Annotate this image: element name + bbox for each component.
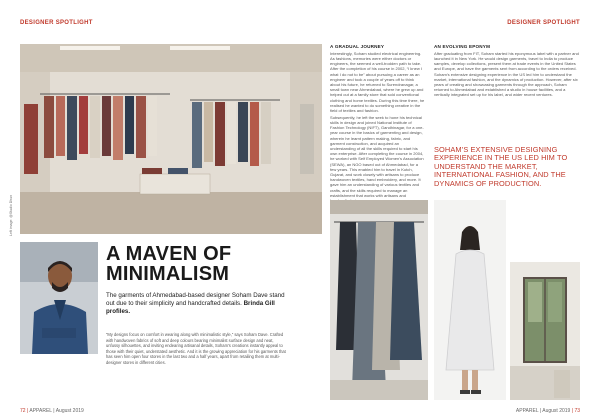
page-number: 73: [574, 408, 580, 414]
column-heading: A GRADUAL JOURNEY: [330, 44, 385, 49]
studio-window-photo: [510, 262, 580, 400]
column-heading: AN EVOLVING EPONYM: [434, 44, 491, 49]
publication-name: APPAREL: [515, 408, 539, 414]
folio-left: 72 | APPAREL | August 2019: [20, 408, 84, 414]
paragraph: Subsequently, he left the seek to hone his technical skills in design and joined National Institute of Fashion Technology (NIFT), Gandhinagar, for a one-year course in the basics of garmenting and design, wherein he learnt pattern making, fabric, and garment construction, and acquired an understanding of all the skills required to start his own enterprise. After completing the course in 2004, he worked with Self Employed Women’s Association (SEWA), an NGO based out of Ahmedabad, for a few years. This enabled him to travel in Kutch, Gujarat, and work closely with artisans to produce handwoven textiles, hand embroidery, and more. It gave him an understanding of various textiles and crafts, and the skills required to manage an establishment that works with artisans and: [330, 114, 424, 198]
section-tag-left: DESIGNER SPOTLIGHT: [20, 20, 93, 26]
headline: A MAVEN OF MINIMALISM: [106, 243, 232, 285]
store-interior-photo: [20, 44, 322, 234]
deck-text: The garments of Ahmedabad-based designer Soham Dave stand out due to their simplicity and handcrafted details.: [106, 292, 285, 307]
designer-portrait-photo: [20, 242, 98, 354]
page-number: 72: [20, 408, 26, 414]
paragraph: Interestingly, Soham studied electrical engineering. As fashions, memories were either doctors or engineers, the seemed a well-trodden path to take. After the completion of his course in 2002, “I knew I what I do not to be” about pursuing a career as an engineer and took a couple of years off to think about his future, he returned to Surendranagar, a small town near Ahmedabad, where he grew up and helped out at a family store that sold conventional clothing and home textiles. During this time there, he realised he wanted to do something creative in the field of textiles and fashion.: [330, 50, 425, 113]
publication-name: APPAREL: [29, 408, 52, 414]
column-evolving-eponym: [434, 44, 580, 99]
pull-quote: SOHAM’S EXTENSIVE DESIGNING EXPERIENCE IN THE US LED HIM TO UNDERSTAND THE MARKET, INTERNATIONAL FASHION, AND THE DYNAMICS OF PRODUCTION.: [434, 145, 568, 188]
model-photo: [434, 200, 506, 400]
byline: Brinda Gill profiles.: [106, 300, 275, 315]
intro-paragraph: “My designs focus on comfort in wearing along with minimalistic style,” says Soham Dave. Crafted with handwoven fabrics of soft and deep colours bearing minimalist surface design and neat, unfussy silhouettes, and inviting endearing artisanal details, Soham’s creations instantly appeal to those with their quiet, understated aesthetic. And it is the growing appreciation for his garments that has seen him open four stores in the last two and a half years, apart from retailing them at multi-designer stores in different cities.: [106, 332, 286, 365]
deck: [106, 292, 286, 316]
issue-date: August 2019: [542, 408, 571, 414]
paragraph: After graduating from FIT, Soham started his eponymous label with a partner and launched it in New York. He would design garments, travel to India to produce samples, develop collections, present them at trade events in the United States and Europe, and have the garments sent from according to the orders received. Soham’s extensive designing experience in the US led him to understand the market, international fashion, and the dynamics of production. However, after six years of creating and showcasing garments through the approach, Soham returned to Ahmedabad and established a studio in house facilities, and a vertically integrated set up for his label, and wider recent ventures.: [434, 50, 579, 98]
folio-right: APPAREL | August 2019 | 73: [515, 408, 580, 414]
garments-photo: [330, 200, 428, 400]
issue-date: August 2019: [55, 408, 84, 414]
section-tag-right: DESIGNER SPOTLIGHT: [507, 20, 580, 26]
photo-credit: Left image: @Studio Dhun: [9, 194, 13, 236]
